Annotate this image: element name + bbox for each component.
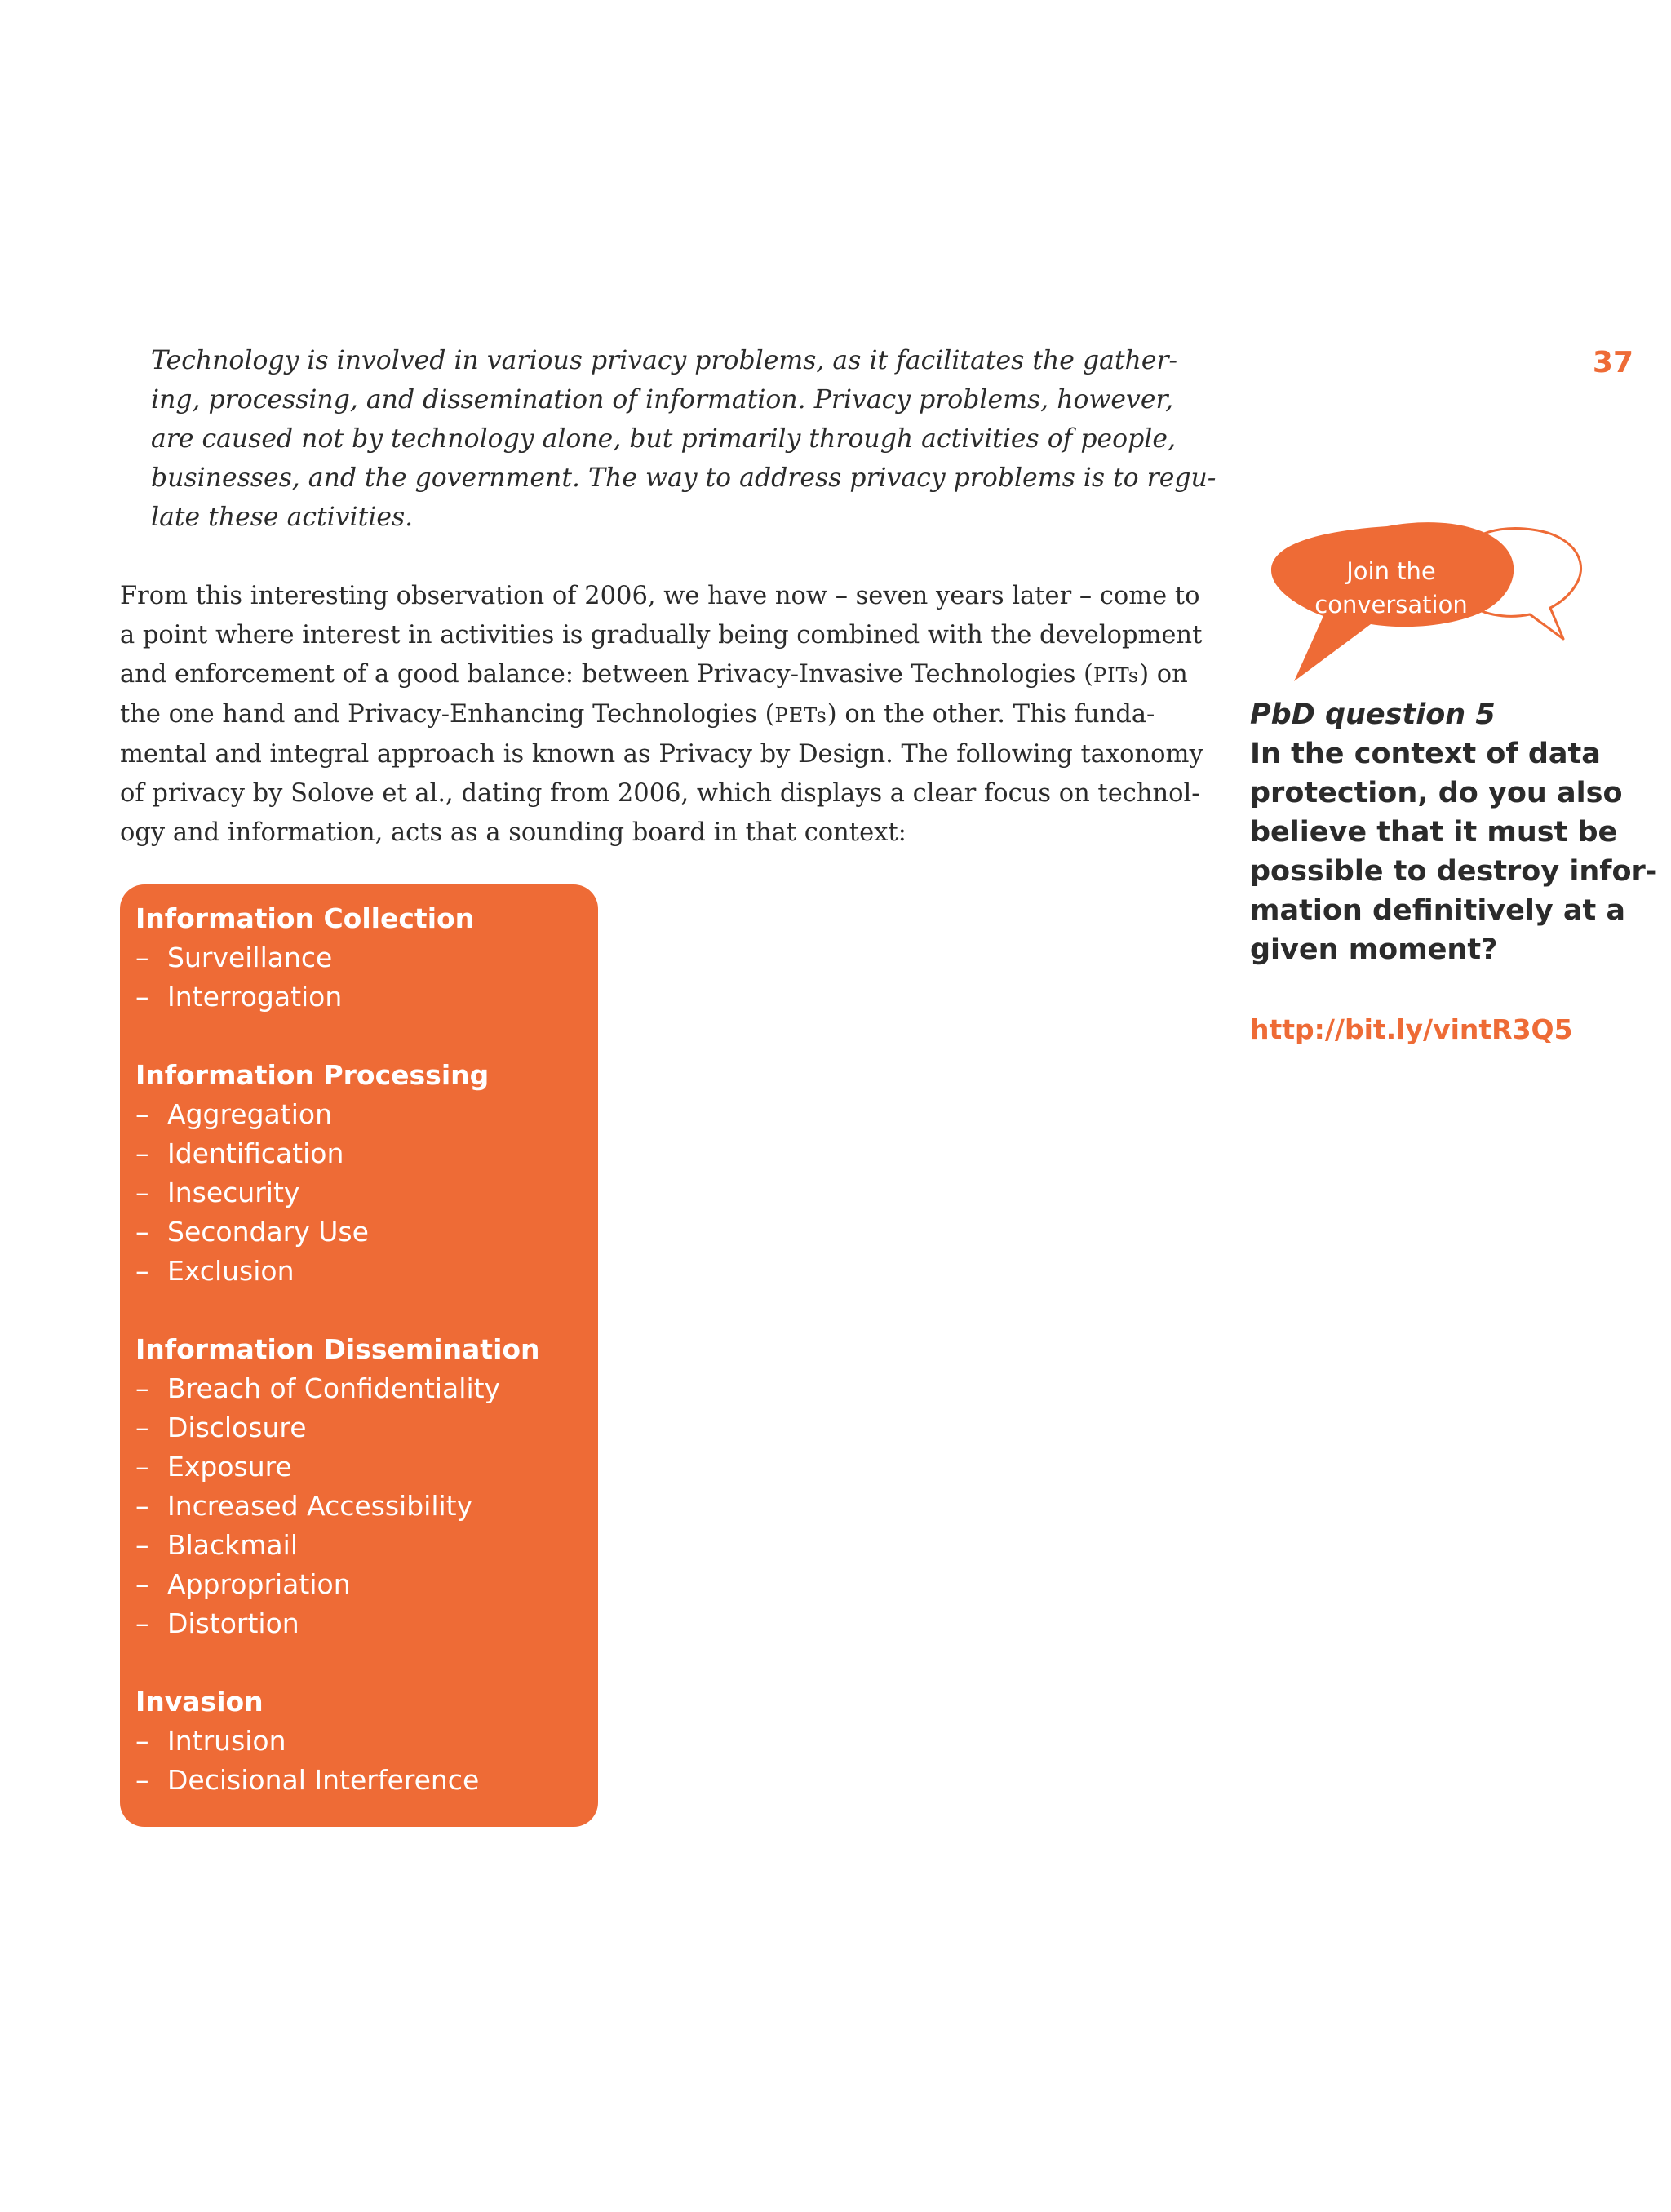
- body-line: From this interesting observation of 2006, we have now – seven years later – come to: [120, 582, 1200, 610]
- taxonomy-group-processing: [135, 1056, 598, 1291]
- taxonomy-item: [135, 1722, 598, 1761]
- taxonomy-group-title: Information Collection: [135, 902, 475, 934]
- pbd-question-block: [1250, 695, 1658, 969]
- body-line: of privacy by Solove et al., dating from 2006, which displays a clear focus on technol-: [120, 779, 1200, 808]
- dash-marker: –: [135, 1177, 149, 1208]
- question-line: In the context of data: [1250, 738, 1601, 770]
- taxonomy-group-title: Invasion: [135, 1686, 264, 1718]
- dash-marker: –: [135, 981, 149, 1013]
- block-quote: [151, 341, 1217, 537]
- taxonomy-group-dissemination: [135, 1330, 598, 1643]
- taxonomy-item-label: Exposure: [167, 1451, 292, 1483]
- question-line: given moment?: [1250, 933, 1498, 966]
- body-text-segment: ) on: [1139, 660, 1188, 689]
- taxonomy-item-label: Decisional Interference: [167, 1764, 480, 1796]
- taxonomy-item: [135, 1173, 598, 1212]
- taxonomy-group-title: Information Dissemination: [135, 1333, 540, 1365]
- taxonomy-group-invasion: [135, 1682, 598, 1800]
- taxonomy-item: [135, 977, 598, 1017]
- taxonomy-item: [135, 1134, 598, 1173]
- body-text-segment: the one hand and Privacy-Enhancing Technologies (: [120, 700, 775, 729]
- taxonomy-item: [135, 1447, 598, 1487]
- taxonomy-item-label: Appropriation: [167, 1568, 351, 1600]
- body-line: [120, 655, 1188, 695]
- bubble-line: Join the: [1346, 557, 1436, 585]
- dash-marker: –: [135, 1451, 149, 1483]
- dash-marker: –: [135, 1412, 149, 1443]
- taxonomy-item: [135, 1369, 598, 1408]
- body-line: mental and integral approach is known as Privacy by Design. The following taxonomy: [120, 740, 1203, 769]
- dash-marker: –: [135, 1764, 149, 1796]
- taxonomy-group-collection: [135, 899, 598, 1017]
- taxonomy-item: [135, 1761, 598, 1800]
- question-line: believe that it must be: [1250, 816, 1618, 849]
- abbreviation-pets: PETs: [774, 704, 827, 727]
- question-title: PbD question 5: [1250, 698, 1496, 731]
- question-line: mation definitively at a: [1250, 894, 1626, 927]
- dash-marker: –: [135, 1725, 149, 1757]
- body-line: a point where interest in activities is gradually being combined with the development: [120, 621, 1203, 649]
- bubble-line: conversation: [1314, 591, 1468, 618]
- dash-marker: –: [135, 1216, 149, 1248]
- abbreviation-pits: PITs: [1093, 664, 1140, 687]
- quote-line: are caused not by technology alone, but primarily through activities of people,: [151, 424, 1177, 454]
- taxonomy-item: [135, 1604, 598, 1643]
- taxonomy-group-title: Information Processing: [135, 1059, 490, 1091]
- taxonomy-item: [135, 938, 598, 977]
- dash-marker: –: [135, 1137, 149, 1169]
- dash-marker: –: [135, 1372, 149, 1404]
- body-paragraph: [120, 577, 1203, 853]
- page-number: 37: [1592, 346, 1633, 379]
- dash-marker: –: [135, 1568, 149, 1600]
- taxonomy-item-label: Disclosure: [167, 1412, 307, 1443]
- taxonomy-item: [135, 1565, 598, 1604]
- quote-line: late these activities.: [151, 503, 414, 532]
- taxonomy-item: [135, 1212, 598, 1252]
- dash-marker: –: [135, 1607, 149, 1639]
- join-conversation-label: [1273, 555, 1509, 622]
- taxonomy-item: [135, 1487, 598, 1526]
- taxonomy-item: [135, 1252, 598, 1291]
- dash-marker: –: [135, 1529, 149, 1561]
- dash-marker: –: [135, 1255, 149, 1287]
- taxonomy-item-label: Identification: [167, 1137, 344, 1169]
- question-link[interactable]: http://bit.ly/vintR3Q5: [1250, 1013, 1573, 1045]
- body-text-segment: ) on the other. This funda-: [827, 700, 1155, 729]
- dash-marker: –: [135, 1490, 149, 1522]
- taxonomy-item: [135, 1095, 598, 1134]
- taxonomy-item-label: Surveillance: [167, 942, 333, 973]
- quote-line: ing, processing, and dissemination of information. Privacy problems, however,: [151, 385, 1174, 414]
- body-text-segment: and enforcement of a good balance: between Privacy-Invasive Technologies (: [120, 660, 1093, 689]
- privacy-taxonomy-box: [120, 884, 598, 1827]
- question-line: protection, do you also: [1250, 777, 1623, 809]
- taxonomy-item-label: Breach of Confidentiality: [167, 1372, 501, 1404]
- taxonomy-item-label: Secondary Use: [167, 1216, 369, 1248]
- body-line: [120, 695, 1155, 735]
- question-line: possible to destroy infor-: [1250, 855, 1658, 888]
- taxonomy-item-label: Aggregation: [167, 1098, 332, 1130]
- taxonomy-item: [135, 1526, 598, 1565]
- taxonomy-item-label: Increased Accessibility: [167, 1490, 473, 1522]
- taxonomy-item-label: Blackmail: [167, 1529, 298, 1561]
- taxonomy-item: [135, 1408, 598, 1447]
- dash-marker: –: [135, 1098, 149, 1130]
- taxonomy-item-label: Distortion: [167, 1607, 299, 1639]
- dash-marker: –: [135, 942, 149, 973]
- taxonomy-item-label: Insecurity: [167, 1177, 300, 1208]
- quote-line: businesses, and the government. The way to address privacy problems is to regu-: [151, 463, 1217, 493]
- body-line: ogy and information, acts as a sounding board in that context:: [120, 818, 906, 847]
- taxonomy-item-label: Intrusion: [167, 1725, 286, 1757]
- taxonomy-item-label: Exclusion: [167, 1255, 295, 1287]
- taxonomy-item-label: Interrogation: [167, 981, 343, 1013]
- quote-line: Technology is involved in various privacy problems, as it facilitates the gather-: [151, 346, 1178, 375]
